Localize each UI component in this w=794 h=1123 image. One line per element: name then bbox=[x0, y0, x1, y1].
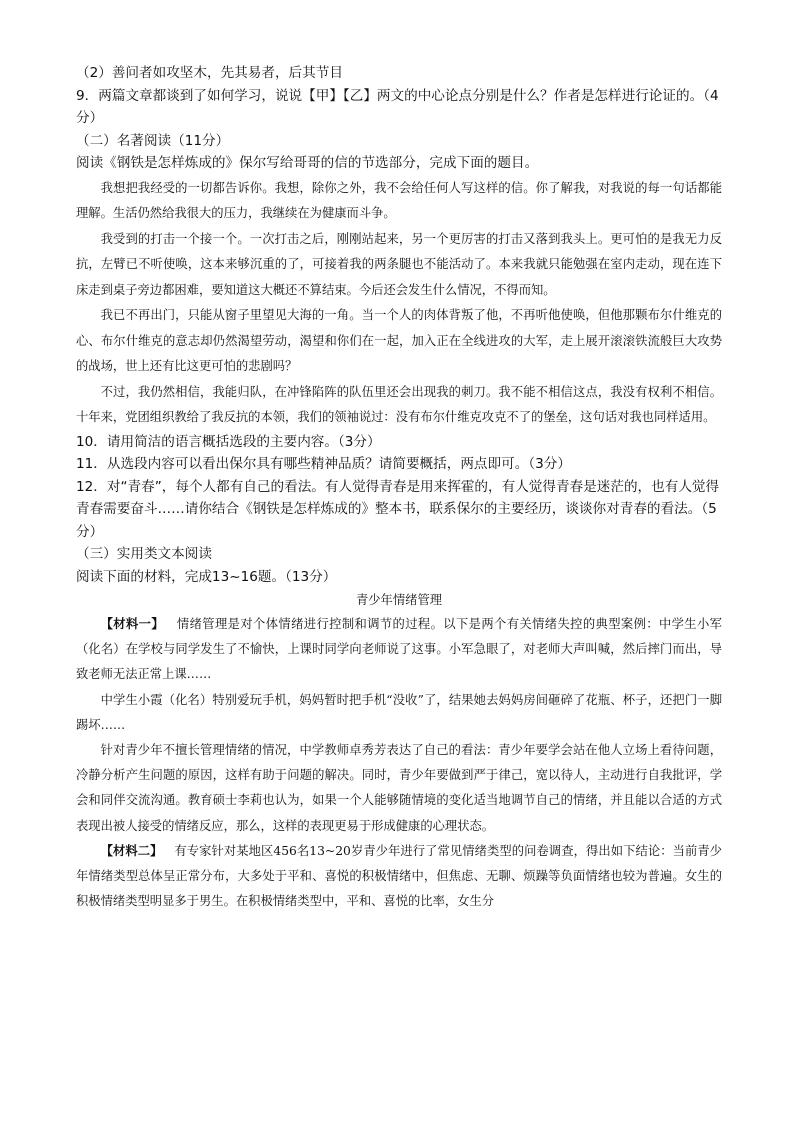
section-3-intro: 阅读下面的材料，完成13~16题。（13分） bbox=[76, 568, 337, 585]
section-3-heading: （三）实用类文本阅读 bbox=[76, 546, 212, 562]
letter-excerpt bbox=[76, 176, 722, 431]
material-1-tag: 【材料一】 bbox=[100, 617, 165, 631]
question-12: 12．对“青春”，每个人都有自己的看法。有人觉得青春是用来挥霍的，有人觉得青春是迷茫的，也有人觉得青春需要奋斗……请你结合《钢铁是怎样炼成的》整本书，联系保尔的主要经历，谈谈你对青春的看法。（5分） bbox=[76, 478, 720, 540]
letter-paragraph: 我受到的打击一个接一个。一次打击之后，刚刚站起来，另一个更厉害的打击又落到我头上。更可怕的是我无力反抗，左臂已不听使唤，这本来够沉重的了，可接着我的两条腿也不能活动了。本来我就只能勉强在室内走动，现在连下床走到桌子旁边都困难，要知道这大概还不算结束。今后还会发生什么情况，不得而知。 bbox=[76, 231, 722, 297]
material-1-paragraph-3: 针对青少年不擅长管理情绪的情况，中学教师卓秀芳表达了自己的看法：青少年要学会站在他人立场上看待问题，冷静分析产生问题的原因，这样有助于问题的解决。同时，青少年要做到严于律己，宽以待人，主动进行自我批评，学会和同伴交流沟通。教育硕士李莉也认为，如果一个人能够随情境的变化适当地调节自己的情绪，并且能以合适的方式表现出被人接受的情绪反应，那么，这样的表现更易于形成健康的心理状态。 bbox=[76, 743, 722, 833]
material-2-text: 有专家针对某地区456名13~20岁青少年进行了常见情绪类型的问卷调查，得出如下结论：当前青少年情绪类型总体呈正常分布，大多处于平和、喜悦的积极情绪中，但焦虑、无聊、烦躁等负面情绪也较为普遍。女生的积极情绪类型明显多于男生。在积极情绪类型中，平和、喜悦的比率，女生分 bbox=[76, 843, 722, 909]
letter-paragraph: 我想把我经受的一切都告诉你。我想，除你之外，我不会给任何人写这样的信。你了解我，对我说的每一句话都能理解。生活仍然给我很大的压力，我继续在为健康而斗争。 bbox=[76, 180, 722, 220]
question-9: 9．两篇文章都谈到了如何学习，说说【甲】【乙】两文的中心论点分别是什么？作者是怎样进行论证的。（4分） bbox=[76, 87, 719, 126]
question-8-2: （2）善问者如攻坚木，先其易者，后其节目 bbox=[76, 65, 343, 81]
letter-paragraph: 我已不再出门，只能从窗子里望见大海的一角。当一个人的肉体背叛了他，不再听他使唤，但他那颗布尔什维克的心、布尔什维克的意志却仍然渴望劳动，渴望和你们在一起，加入正在全线进攻的大军，走上展开滚滚铁流般巨大攻势的战场，世上还有比这更可怕的悲剧吗？ bbox=[76, 308, 722, 373]
section-2-heading: （二）名著阅读（11分） bbox=[76, 132, 230, 149]
material-2-paragraph bbox=[76, 839, 722, 915]
question-10: 10．请用简洁的语言概括选段的主要内容。（3分） bbox=[76, 433, 381, 450]
page-content bbox=[76, 62, 722, 914]
material-1-paragraph bbox=[76, 612, 722, 688]
section-2-intro: 阅读《钢铁是怎样炼成的》保尔写给哥哥的信的节选部分，完成下面的题目。 bbox=[76, 155, 539, 171]
question-11: 11．从选段内容可以看出保尔具有哪些精神品质？请简要概括，两点即可。（3分） bbox=[76, 456, 571, 472]
material-1-paragraph-2: 中学生小霞（化名）特别爱玩手机，妈妈暂时把手机“没收”了，结果她去妈妈房间砸碎了花瓶、杯子，还把门一脚踢坏…… bbox=[76, 692, 722, 732]
letter-paragraph: 不过，我仍然相信，我能归队，在冲锋陷阵的队伍里还会出现我的刺刀。我不能不相信这点，我没有权利不相信。十年来，党团组织教给了我反抗的本领，我们的领袖说过：没有布尔什维克攻克不了的堡垒，这句话对我也同样适用。 bbox=[76, 384, 722, 424]
material-2-tag: 【材料二】 bbox=[100, 843, 163, 858]
material-1-text: 情绪管理是对个体情绪进行控制和调节的过程。以下是两个有关情绪失控的典型案例：中学生小军（化名）在学校与同学发生了不愉快，上课时同学向老师说了这事。小军急眼了，对老师大声叫喊，然后摔门而出，导致老师无法正常上课…… bbox=[76, 617, 722, 682]
article-title: 青少年情绪管理 bbox=[355, 593, 443, 607]
